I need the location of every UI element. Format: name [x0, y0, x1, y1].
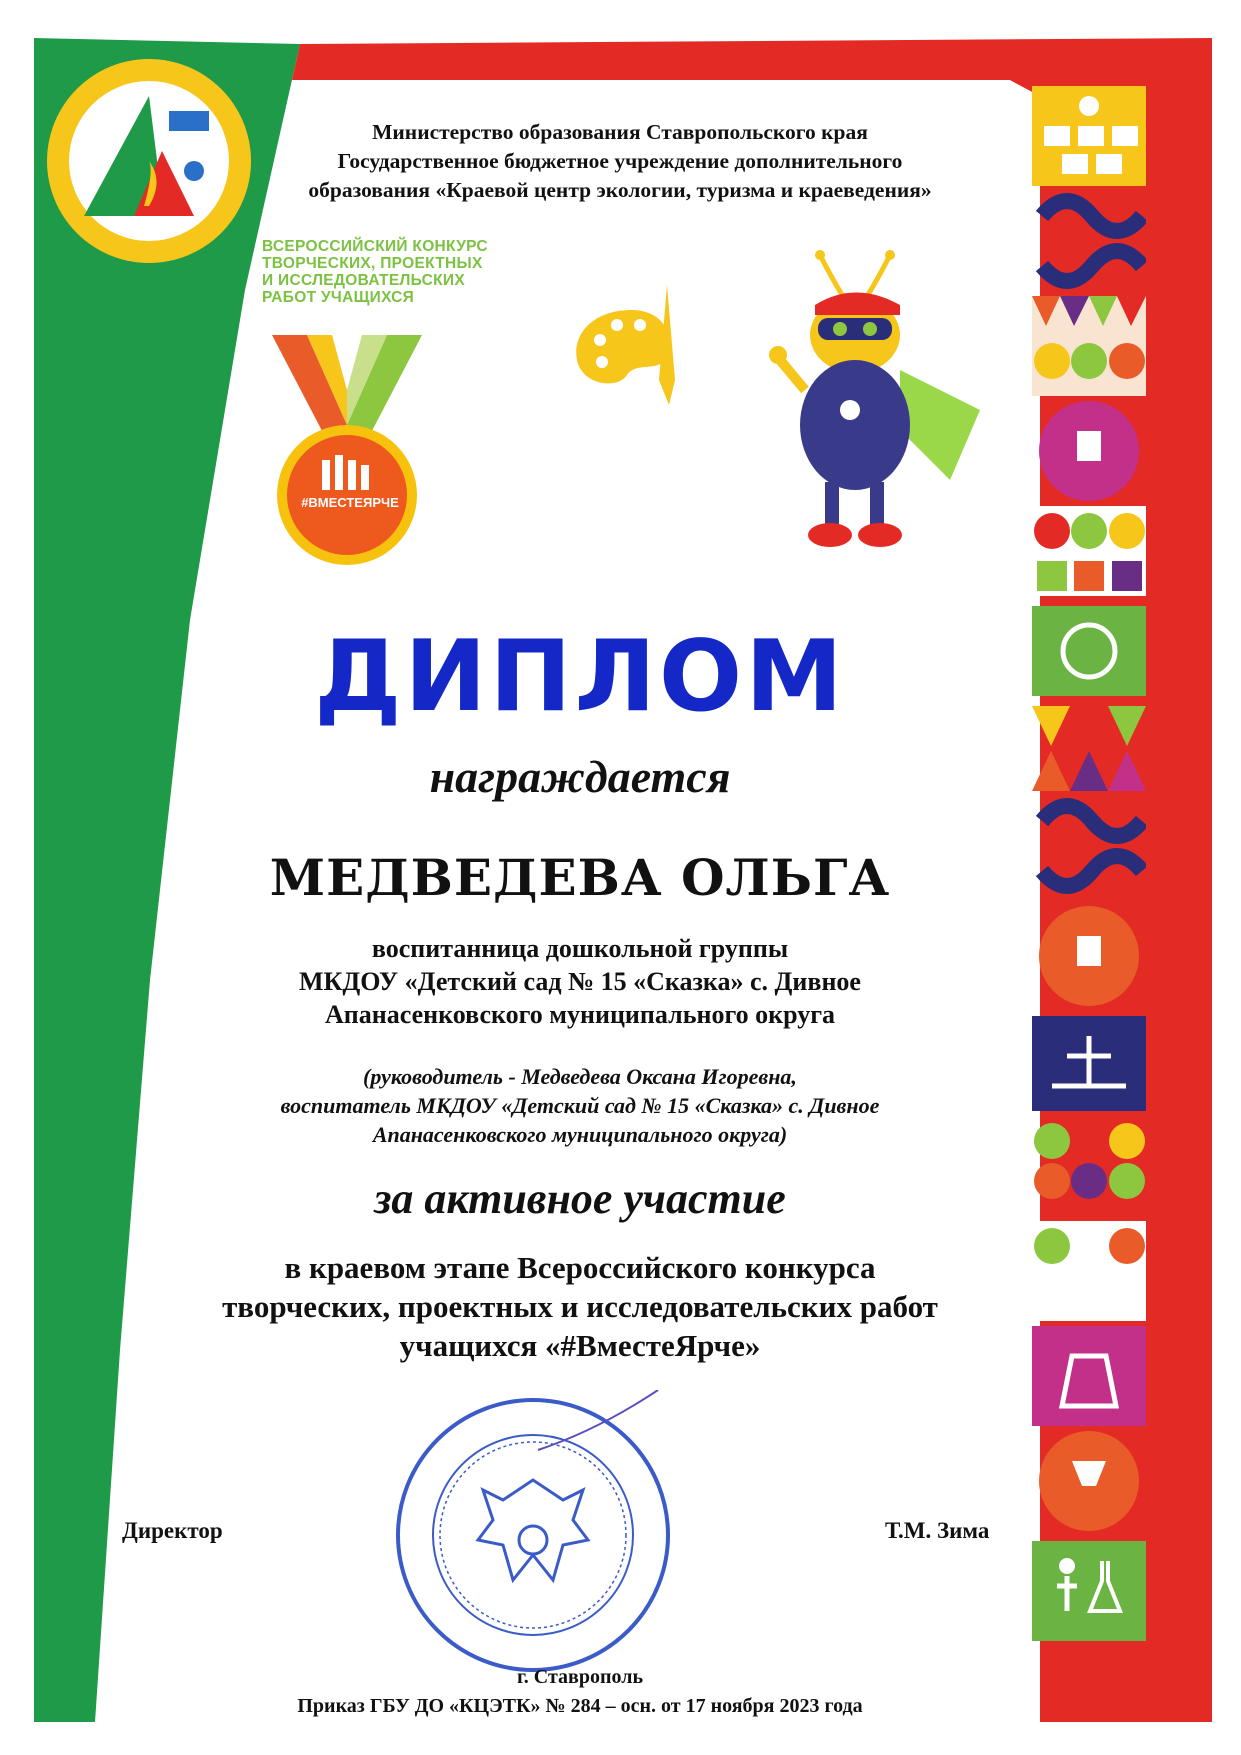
awarded-label: награждается	[429, 751, 731, 802]
contest-logo-line-2: ТВОРЧЕСКИХ, ПРОЕКТНЫХ	[262, 255, 483, 272]
official-stamp	[388, 1390, 678, 1680]
footer-order: Приказ ГБУ ДО «КЦЭТК» № 284 – осн. от 17 ноября 2023 года	[297, 1695, 863, 1717]
award-reason: за активное участие	[374, 1174, 786, 1223]
org-line-2: МКДОУ «Детский сад № 15 «Сказка» с. Дивное	[299, 967, 861, 996]
logo-emblem	[44, 56, 254, 266]
contest-logo-line-3: И ИССЛЕДОВАТЕЛЬСКИХ	[262, 272, 466, 289]
contest-description	[130, 1248, 1030, 1365]
contest-logo-line-1: ВСЕРОССИЙСКИЙ КОНКУРС	[262, 238, 488, 255]
mascot	[760, 250, 1000, 570]
contest-logo-line-4: РАБОТ УЧАЩИХСЯ	[262, 289, 415, 306]
contest-line-3: учащихся «#ВместеЯрче»	[399, 1328, 761, 1363]
header-line-1: Министерство образования Ставропольского края	[372, 120, 868, 144]
header	[250, 118, 990, 205]
supervisor-info	[150, 1062, 1010, 1149]
palette-icon	[572, 280, 702, 410]
recipient-organization	[150, 932, 1010, 1031]
footer-city: г. Ставрополь	[516, 1666, 644, 1688]
decorative-pattern-strip	[1032, 86, 1146, 1722]
org-line-3: Апанасенковского муниципального округа	[324, 1000, 836, 1029]
medal-hashtag: #ВМЕСТЕЯРЧЕ	[301, 495, 399, 510]
leader-line-2: воспитатель МКДОУ «Детский сад № 15 «Сказка» с. Дивное	[280, 1093, 880, 1118]
contest-line-2: творческих, проектных и исследовательских работ	[222, 1289, 938, 1324]
org-line-1: воспитанница дошкольной группы	[371, 934, 789, 963]
recipient-name: МЕДВЕДЕВА ОЛЬГА	[269, 848, 891, 907]
contest-line-1: в краевом этапе Всероссийского конкурса	[284, 1250, 876, 1285]
header-line-2: Государственное бюджетное учреждение дополнительного	[337, 149, 903, 173]
medal	[262, 330, 432, 570]
header-line-3: образования «Краевой центр экологии, туризма и краеведения»	[308, 178, 932, 202]
signature-signer: Т.М. Зима	[885, 1518, 990, 1543]
leader-line-1: (руководитель - Медведева Оксана Игоревна,	[363, 1064, 797, 1089]
contest-logo-text	[262, 238, 532, 306]
leader-line-3: Апанасенковского муниципального округа)	[372, 1122, 788, 1147]
signature-position: Директор	[122, 1518, 223, 1543]
diploma-title: ДИПЛОМ	[314, 620, 846, 734]
